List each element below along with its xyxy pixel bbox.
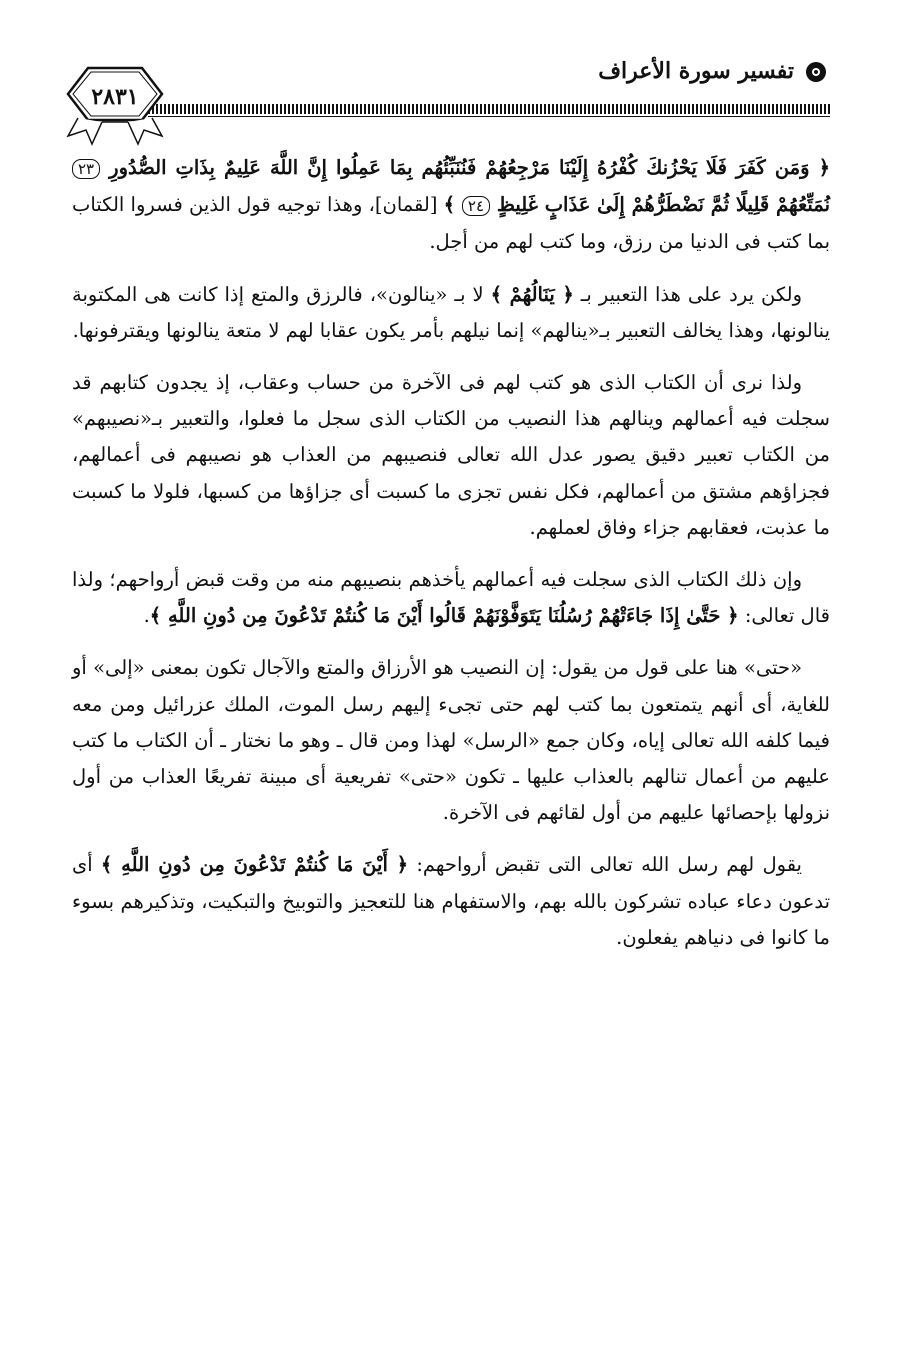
- quran-quote: ﴿ يَنَالُهُمْ ﴾: [490, 282, 574, 306]
- commentary-text: ولذا نرى أن الكتاب الذى هو كتب لهم فى الآخرة من حساب وعقاب، إذ يجدون كتابهم قد سجلت فيه أعمالهم وينالهم هذا النصيب من الكتاب الذى سجل ما فعلوا، والتعبير بـ«نصيبهم» من الكتاب تعبير دقيق يصور عدل الله تعالى فنصيبهم من العذاب هو نصيبهم فى أعمالهم، فجزاؤهم مشتق من أعمالهم، فكل نفس تجزى ما كسبت أى جزاؤها من كسبها، فلولا ما كسبت ما عذبت، فعقابهم جزاء وفاق لعملهم.: [72, 371, 830, 539]
- page-number: ٢٨٣١: [91, 84, 139, 110]
- commentary-text: أى تدعون دعاء عباده تشركون بالله بهم، والاستفهام هنا للتعجيز والتوبيخ والتبكيت، وتذكيرهم بسوء ما كانوا فى دنياهم يفعلون.: [72, 853, 830, 949]
- paragraph-4: [72, 562, 830, 634]
- running-header-title: تفسير سورة الأعراف: [598, 58, 794, 84]
- commentary-text: وإن ذلك الكتاب الذى سجلت فيه أعمالهم يأخذهم بنصيبهم منه من وقت قبض أرواحهم؛ ولذا قال تعالى:: [72, 568, 830, 628]
- quran-quote: نُمَتِّعُهُمْ قَلِيلًا ثُمَّ نَضْطَرُّهُمْ إِلَىٰ عَذَابٍ غَلِيظٍ: [490, 193, 830, 217]
- verse-number: ٢٤: [462, 196, 490, 216]
- quran-quote: ﴾: [443, 193, 462, 217]
- header-rule-line: [148, 116, 830, 117]
- quran-quote: ﴿ حَتَّىٰ إِذَا جَاءَتْهُمْ رُسُلُنَا يَتَوَفَّوْنَهُمْ قَالُوا أَيْنَ مَا كُنتُمْ تَدْعُونَ مِن دُونِ اللَّهِ ﴾: [149, 604, 739, 628]
- flower-ornament-icon: [802, 60, 830, 84]
- commentary-text: يقول لهم رسل الله تعالى التى تقبض أرواحهم:: [408, 853, 802, 877]
- commentary-text: «حتى» هنا على قول من يقول: إن النصيب هو الأرزاق والمتع والآجال تكون بمعنى «إلى» أو للغاية، أى أنهم يتمتعون بما كتب لهم حتى تجىء إليهم رسل الموت، الملك عزرائيل ومن معه فيما كلفه الله تعالى إياه، وكان جمع «الرسل» لهذا ومن قال ـ وهو ما نختار ـ أن الكتاب ما كتب عليهم من أعمال تنالهم بالعذاب عليها ـ تكون «حتى» تفريعية أى مبينة تفريعًا العذاب من أول نزولها بإحصائها عليهم من أول لقائهم فى الآخرة.: [72, 656, 830, 825]
- verse-number: ٢٣: [72, 159, 100, 179]
- paragraph-3: [72, 365, 830, 546]
- header-rule: [148, 104, 830, 114]
- commentary-text: ولكن يرد على هذا التعبير بـ: [573, 282, 802, 306]
- page-body-text: [72, 150, 830, 972]
- paragraph-6: [72, 847, 830, 956]
- quran-quote: ﴿ وَمَن كَفَرَ فَلَا يَحْزُنكَ كُفْرُهُ إِلَيْنَا مَرْجِعُهُمْ فَنُنَبِّئُهُم بِمَا عَمِلُوا إِنَّ اللَّهَ عَلِيمٌ بِذَاتِ الصُّدُورِ: [100, 156, 830, 179]
- commentary-text: [لقمان]، وهذا توجيه قول الذين فسروا الكتاب بما كتب فى الدنيا من رزق، وما كتب لهم من أجل.: [72, 193, 830, 254]
- commentary-text: لا بـ «ينالون»، فالرزق والمتع إذا كانت هى المكتوبة ينالونها، وهذا يخالف التعبير بـ«ينالهم» إنما نيلهم بأمر يكون عقابا لهم لا متعة ينالونها ويقترفونها.: [72, 282, 830, 342]
- paragraph-1: [72, 150, 830, 261]
- quran-quote: ﴿ أَيْنَ مَا كُنتُمْ تَدْعُونَ مِن دُونِ اللَّهِ ﴾: [100, 853, 409, 877]
- commentary-text: .: [143, 604, 150, 628]
- paragraph-5: [72, 650, 830, 831]
- paragraph-2: [72, 277, 830, 349]
